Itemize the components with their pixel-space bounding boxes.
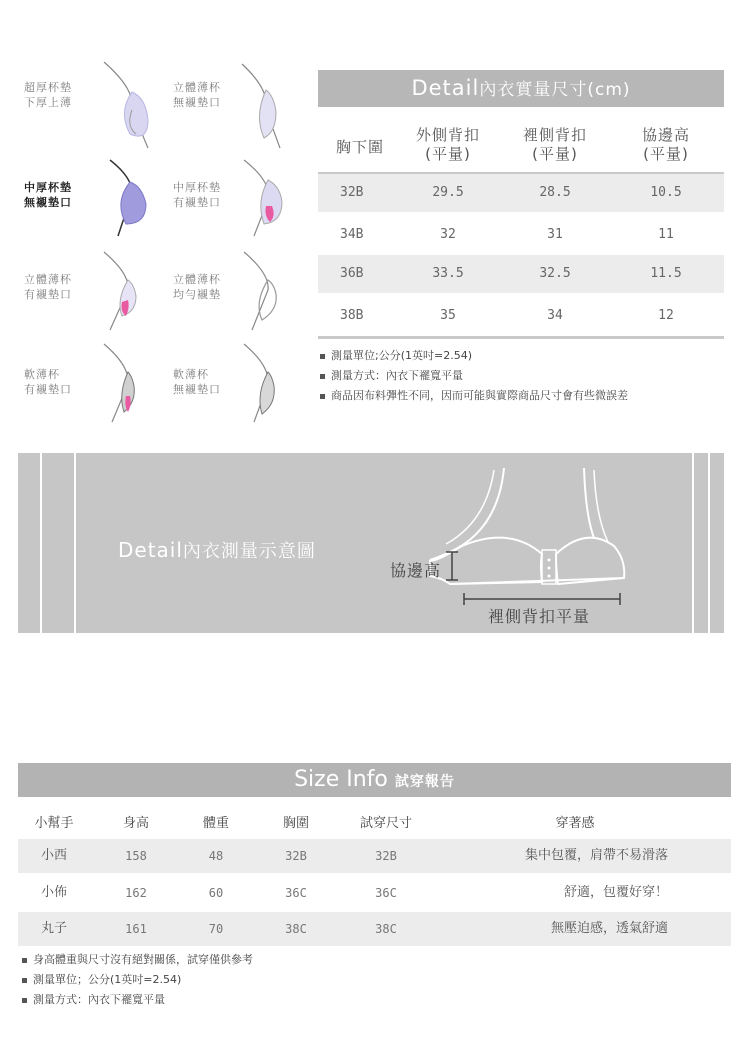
table-cell: 集中包覆，肩帶不易滑落 (524, 848, 668, 863)
thin-cup-with-pad-icon (100, 250, 150, 335)
table-cell: 28.5 (539, 185, 571, 200)
table-bottom-rule (318, 336, 724, 339)
medium-cup-with-pad-icon (238, 158, 292, 243)
column-header: 試穿尺寸 (359, 816, 412, 831)
side-height-label: 協邊高 (390, 561, 442, 580)
table-cell: 60 (208, 886, 224, 900)
detail-table-title: Detail內衣實量尺寸(cm) (318, 70, 724, 107)
decor-stripe (74, 453, 76, 633)
soft-cup-with-pad-icon (100, 342, 150, 427)
thick-padded-cup-icon (96, 60, 156, 155)
note-item: 測量單位；公分(1英吋=2.54) (22, 970, 253, 990)
table-cell: 32B (375, 849, 397, 863)
table-cell: 34B (340, 227, 364, 242)
table-cell: 48 (208, 849, 224, 863)
table-cell: 38B (340, 308, 364, 323)
decor-stripe (708, 453, 710, 633)
thin-molded-cup-icon (240, 60, 290, 155)
table-cell: 29.5 (432, 185, 464, 200)
table-cell: 12 (658, 308, 674, 323)
column-header: 胸圍 (282, 816, 309, 831)
note-item: 身高體重與尺寸沒有絕對關係，試穿僅供參考 (22, 950, 253, 970)
table-cell: 38C (375, 922, 397, 936)
decor-stripe (40, 453, 42, 633)
table-row (318, 297, 724, 335)
table-cell: 38C (285, 922, 307, 936)
table-cell: 小西 (40, 848, 67, 863)
column-header: 小幫手 (34, 816, 74, 831)
table-row (18, 876, 731, 910)
table-cell: 32B (285, 849, 307, 863)
table-cell: 34 (547, 308, 563, 323)
medium-padded-cup-icon (96, 158, 156, 243)
column-header: 外側背扣 (平量) (415, 126, 480, 163)
table-cell: 31 (547, 227, 563, 242)
table-cell: 70 (208, 922, 224, 936)
diagram-title: Detail內衣測量示意圖 (118, 538, 316, 562)
table-cell: 32B (340, 185, 364, 200)
cup-type-label: 軟薄杯 有襯墊口 (24, 368, 72, 396)
note-item: 商品因布料彈性不同，因而可能與實際商品尺寸會有些微誤差 (320, 386, 628, 406)
size-info-notes (22, 950, 253, 1010)
note-item: 測量單位;公分(1英吋=2.54) (320, 346, 628, 366)
table-cell: 162 (125, 886, 147, 900)
table-cell: 33.5 (432, 266, 464, 281)
column-header: 胸下圍 (335, 138, 384, 156)
table-cell: 32 (440, 227, 456, 242)
table-row (318, 174, 724, 212)
size-info-title: Size Info 試穿報告 (18, 763, 731, 797)
table-cell: 35 (440, 308, 456, 323)
column-header: 協邊高 (平量) (641, 126, 690, 163)
table-cell: 32.5 (539, 266, 571, 281)
cup-type-label: 超厚杯墊 下厚上薄 (24, 81, 72, 109)
cup-type-label: 立體薄杯 均勻襯墊 (173, 273, 221, 301)
note-item: 測量方式：內衣下襬寬平量 (22, 990, 253, 1010)
table-cell: 36C (375, 886, 397, 900)
cup-type-label: 中厚杯墊 有襯墊口 (173, 181, 221, 209)
detail-notes (320, 346, 628, 406)
column-header: 體重 (202, 816, 229, 831)
column-header: 裡側背扣 (平量) (522, 126, 587, 163)
table-row (318, 216, 724, 254)
cup-type-label: 軟薄杯 無襯墊口 (173, 368, 221, 396)
table-cell: 小佈 (40, 885, 67, 900)
table-cell: 無壓迫感，透氣舒適 (550, 921, 668, 936)
column-header: 身高 (122, 816, 149, 831)
table-cell: 舒適，包覆好穿！ (563, 885, 668, 900)
table-cell: 丸子 (40, 921, 67, 936)
table-cell: 11 (658, 227, 674, 242)
cup-type-label: 立體薄杯 無襯墊口 (173, 81, 221, 109)
table-cell: 10.5 (650, 185, 682, 200)
back-width-label: 裡側背扣平量 (488, 607, 591, 626)
cup-type-label: 立體薄杯 有襯墊口 (24, 273, 72, 301)
table-row (18, 839, 731, 873)
thin-cup-even-pad-icon (240, 250, 290, 335)
table-cell: 158 (125, 849, 147, 863)
table-cell: 36B (340, 266, 364, 281)
cup-type-label: 中厚杯墊 無襯墊口 (24, 181, 72, 209)
note-item: 測量方式：內衣下襬寬平量 (320, 366, 628, 386)
decor-stripe (692, 453, 694, 633)
table-row (318, 255, 724, 293)
table-row (18, 912, 731, 946)
table-cell: 161 (125, 922, 147, 936)
soft-cup-no-pad-icon (240, 342, 290, 427)
table-cell: 36C (285, 886, 307, 900)
table-cell: 11.5 (650, 266, 682, 281)
column-header: 穿著感 (555, 816, 595, 831)
